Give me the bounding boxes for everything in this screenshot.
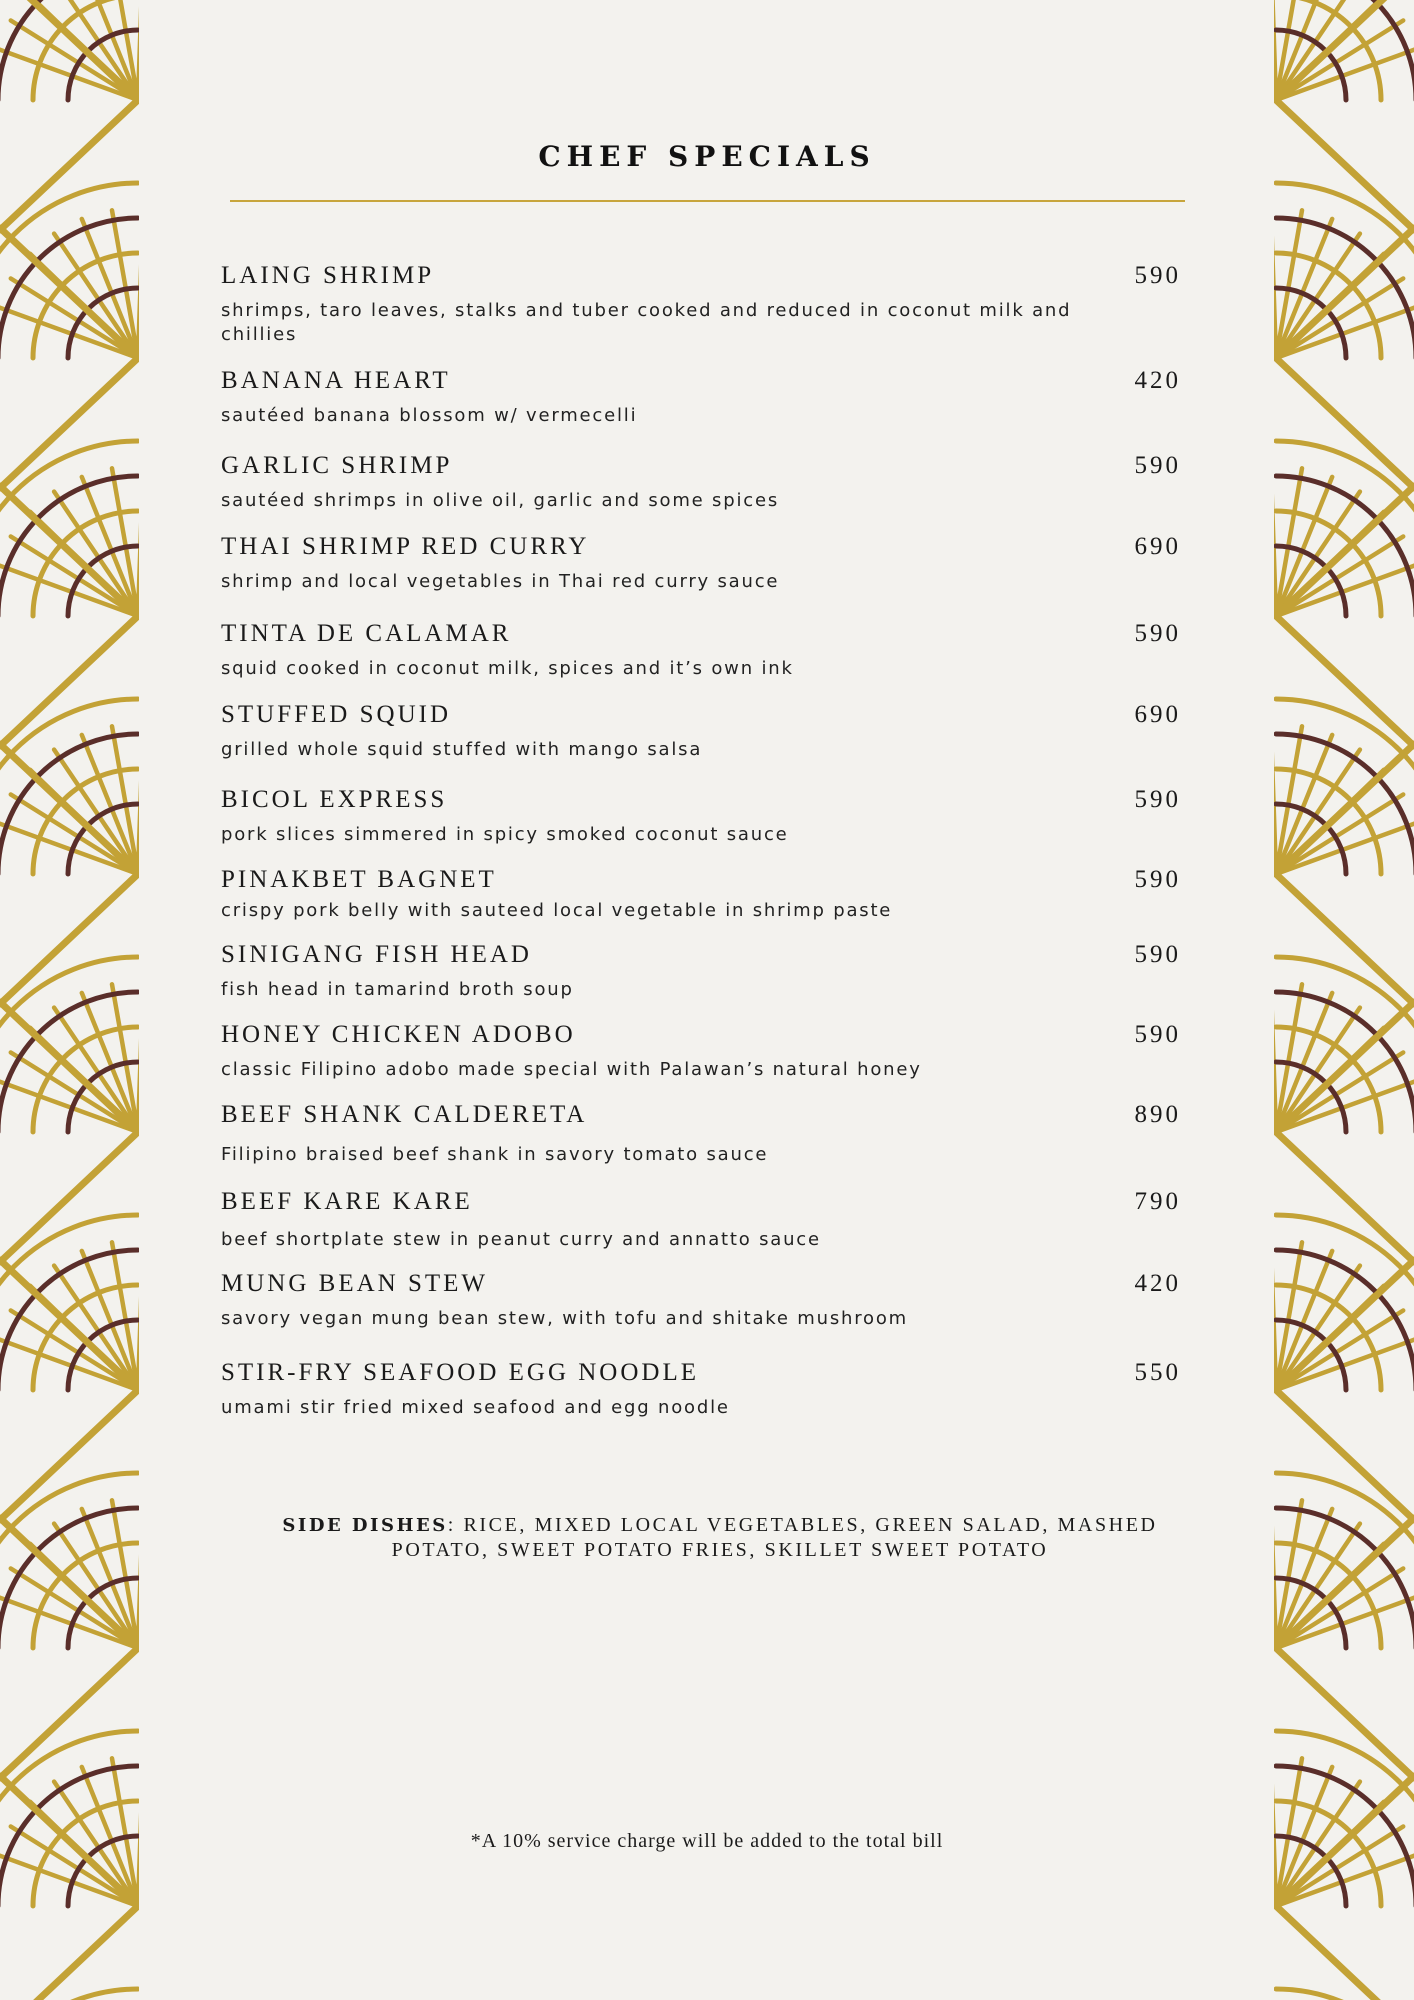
item-price: 550 — [1134, 1359, 1181, 1386]
side-dishes-list: : RICE, MIXED LOCAL VEGETABLES, GREEN SALAD, MASHED POTATO, SWEET POTATO FRIES, SKILLET SWEET POTATO — [391, 1514, 1158, 1561]
item-price: 790 — [1134, 1188, 1181, 1215]
item-description: squid cooked in coconut milk, spices and it’s own ink — [221, 658, 794, 679]
item-description: crispy pork belly with sauteed local vegetable in shrimp paste — [221, 900, 893, 921]
menu-title: CHEF SPECIALS — [538, 140, 876, 173]
item-name: THAI SHRIMP RED CURRY — [221, 533, 590, 560]
item-name: GARLIC SHRIMP — [221, 452, 453, 479]
item-name: BEEF KARE KARE — [221, 1188, 473, 1215]
item-name: STUFFED SQUID — [221, 701, 452, 728]
item-description: sautéed banana blossom w/ vermecelli — [221, 405, 638, 426]
item-price: 590 — [1134, 866, 1181, 893]
item-description: shrimp and local vegetables in Thai red curry sauce — [221, 571, 780, 592]
item-description: Filipino braised beef shank in savory tomato sauce — [221, 1144, 769, 1165]
item-price: 590 — [1134, 620, 1181, 647]
item-price: 420 — [1134, 1270, 1181, 1297]
item-price: 590 — [1134, 941, 1181, 968]
side-dishes-note — [250, 1513, 1190, 1562]
item-name: STIR-FRY SEAFOOD EGG NOODLE — [221, 1359, 700, 1386]
item-name: BEEF SHANK CALDERETA — [221, 1101, 588, 1128]
item-description: classic Filipino adobo made special with Palawan’s natural honey — [221, 1059, 922, 1080]
right-fan-pattern-border — [1274, 0, 1414, 2000]
item-price: 590 — [1134, 786, 1181, 813]
title-divider — [230, 200, 1185, 202]
item-description: shrimps, taro leaves, stalks and tuber cooked and reduced in coconut milk and chillies — [221, 300, 1072, 345]
item-description: umami stir fried mixed seafood and egg noodle — [221, 1397, 730, 1418]
item-name: SINIGANG FISH HEAD — [221, 941, 532, 968]
item-price: 420 — [1134, 367, 1181, 394]
item-price: 590 — [1134, 452, 1181, 479]
item-price: 890 — [1134, 1101, 1181, 1128]
side-dishes-label: SIDE DISHES — [282, 1515, 448, 1536]
left-fan-pattern-border — [0, 0, 139, 2000]
item-name: HONEY CHICKEN ADOBO — [221, 1021, 576, 1048]
item-name: BANANA HEART — [221, 367, 451, 394]
item-name: BICOL EXPRESS — [221, 786, 448, 813]
item-description: beef shortplate stew in peanut curry and annatto sauce — [221, 1229, 821, 1250]
item-name: PINAKBET BAGNET — [221, 866, 497, 893]
service-charge-note: *A 10% service charge will be added to the total bill — [470, 1830, 944, 1852]
item-price: 590 — [1134, 1021, 1181, 1048]
item-description: savory vegan mung bean stew, with tofu and shitake mushroom — [221, 1308, 908, 1329]
item-description: fish head in tamarind broth soup — [221, 979, 574, 1000]
item-price: 690 — [1134, 701, 1181, 728]
item-name: TINTA DE CALAMAR — [221, 620, 512, 647]
item-name: MUNG BEAN STEW — [221, 1270, 488, 1297]
item-description: grilled whole squid stuffed with mango salsa — [221, 739, 703, 760]
item-price: 590 — [1134, 262, 1181, 289]
item-price: 690 — [1134, 533, 1181, 560]
item-name: LAING SHRIMP — [221, 262, 435, 289]
item-description: sautéed shrimps in olive oil, garlic and some spices — [221, 490, 780, 511]
item-description: pork slices simmered in spicy smoked coconut sauce — [221, 824, 789, 845]
